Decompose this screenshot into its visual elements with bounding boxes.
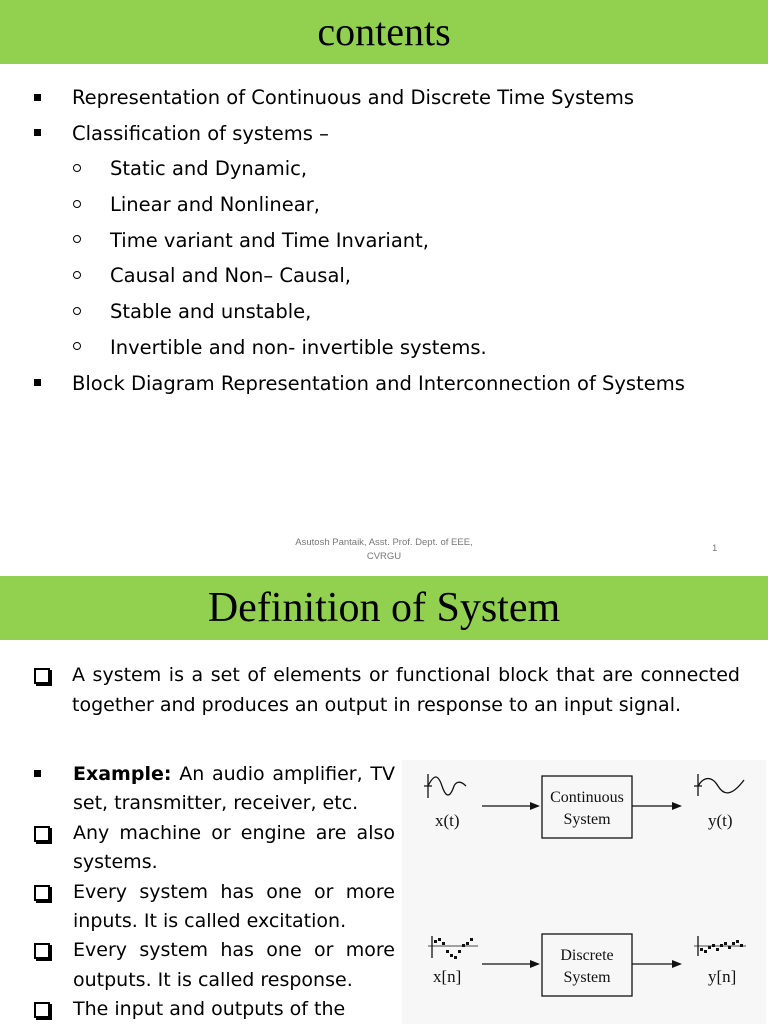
footer-author: Asutosh Pantaik, Asst. Prof. Dept. of EEE, <box>295 537 473 548</box>
checkbox-bullet-icon <box>34 826 50 842</box>
footer-institution: CVRGU <box>366 551 402 562</box>
discrete-input-samples-icon <box>428 936 478 959</box>
checkbox-bullet-icon <box>34 885 50 901</box>
contents-list <box>0 80 768 401</box>
output-waveform-icon <box>694 774 744 796</box>
slide-footer <box>250 536 518 564</box>
circle-bullet-icon <box>73 271 81 279</box>
circle-bullet-icon <box>73 342 81 350</box>
example-item-text: The input and outputs of the <box>73 998 346 1021</box>
example-item <box>0 760 395 819</box>
contents-item-text: Linear and Nonlinear, <box>110 193 320 217</box>
contents-item <box>0 151 768 187</box>
contents-item <box>0 294 768 330</box>
contents-item <box>0 258 768 294</box>
arrow-head-icon <box>672 802 682 810</box>
example-list <box>0 760 400 1024</box>
discrete-box-line2: System <box>563 969 611 986</box>
title-bar <box>0 0 768 64</box>
page-number: 1 <box>712 543 718 554</box>
contents-item-text: Block Diagram Representation and Interconnection of Systems <box>72 371 685 395</box>
checkbox-bullet-icon <box>34 1002 50 1018</box>
example-item <box>0 995 395 1024</box>
contents-item-text: Classification of systems – <box>72 121 329 145</box>
contents-item-text: Stable and unstable, <box>110 300 312 324</box>
square-bullet-icon <box>34 379 41 386</box>
contents-item-text: Causal and Non– Causal, <box>110 264 352 288</box>
title-bar <box>0 576 768 640</box>
contents-item <box>0 223 768 259</box>
checkbox-bullet-icon <box>34 668 50 684</box>
contents-item-text: Static and Dynamic, <box>110 157 308 181</box>
example-item-text: Every system has one or more outputs. It is called response. <box>73 939 395 991</box>
discrete-input-label: x[n] <box>433 967 462 986</box>
continuous-input-label: x(t) <box>435 811 460 830</box>
contents-item <box>0 330 768 366</box>
example-item <box>0 936 395 995</box>
input-waveform-icon <box>424 774 466 798</box>
discrete-box-line1: Discrete <box>560 947 614 964</box>
contents-item <box>0 116 768 152</box>
contents-item <box>0 80 768 116</box>
checkbox-bullet-icon <box>34 943 50 959</box>
slide-definition <box>0 576 768 1024</box>
slide-title: Definition of System <box>207 585 561 631</box>
square-bullet-icon <box>34 770 41 777</box>
example-item <box>0 878 395 937</box>
example-item-text: Every system has one or more inputs. It is called excitation. <box>73 880 395 933</box>
square-bullet-icon <box>34 129 41 136</box>
continuous-box-line2: System <box>563 811 611 828</box>
continuous-system-box <box>542 776 632 838</box>
contents-item <box>0 366 768 402</box>
discrete-output-label: y[n] <box>708 967 737 986</box>
system-block-diagram <box>402 760 766 1024</box>
slide-title: contents <box>317 9 451 54</box>
arrow-head-icon <box>672 960 682 968</box>
example-item-bold: Example: <box>73 763 172 785</box>
contents-item-text: Invertible and non- invertible systems. <box>110 335 487 359</box>
arrow-head-icon <box>530 802 540 810</box>
circle-bullet-icon <box>73 164 81 172</box>
contents-item-text: Representation of Continuous and Discrete Time Systems <box>72 86 635 109</box>
arrow-head-icon <box>530 960 540 968</box>
continuous-output-label: y(t) <box>708 811 733 830</box>
contents-item <box>0 187 768 223</box>
circle-bullet-icon <box>73 307 81 315</box>
contents-item-text: Time variant and Time Invariant, <box>110 228 429 252</box>
square-bullet-icon <box>34 94 41 101</box>
circle-bullet-icon <box>73 200 81 208</box>
example-item-text: An audio amplifier, TV set, transmitter, receiver, etc. <box>73 763 395 815</box>
example-item-text: Any machine or engine are also systems. <box>73 821 395 874</box>
discrete-output-samples-icon <box>694 936 746 956</box>
definition-text: A system is a set of elements or functional block that are connected together and produces an output in response to an input signal. <box>72 664 740 716</box>
discrete-system-box <box>542 934 632 996</box>
example-item <box>0 819 395 878</box>
continuous-box-line1: Continuous <box>550 789 624 806</box>
circle-bullet-icon <box>73 235 81 243</box>
